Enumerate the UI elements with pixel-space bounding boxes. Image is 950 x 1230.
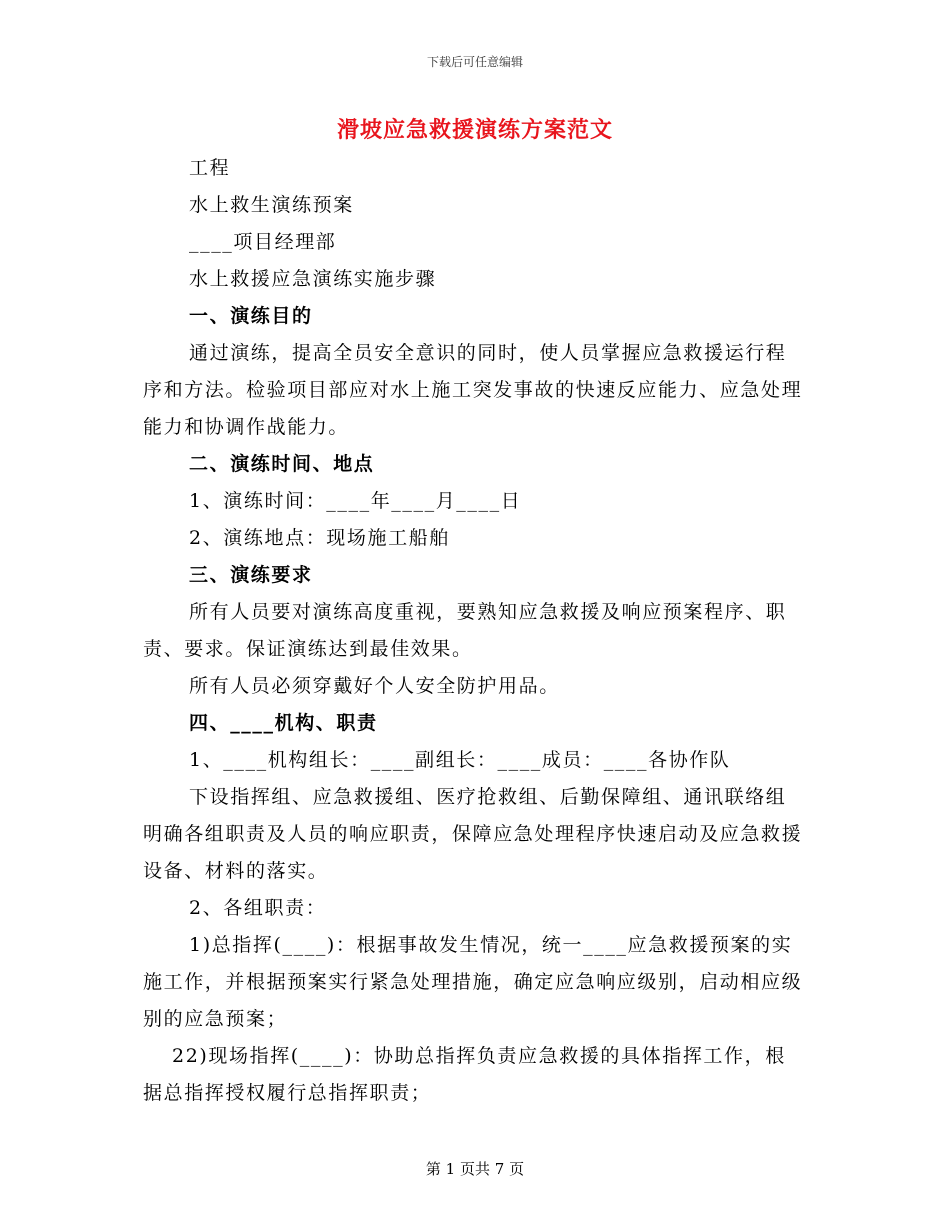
body-paragraph: 2、各组职责： <box>189 897 327 919</box>
body-paragraph: 1、____机构组长：____副组长：____成员：____各协作队 <box>189 749 731 771</box>
page-number: 第 1 页共 7 页 <box>425 1160 525 1178</box>
document-title: 滑坡应急救援演练方案范文 <box>336 117 613 143</box>
section-heading: 四、____机构、职责 <box>189 712 378 734</box>
body-paragraph: 1)总指挥(____)：根据事故发生情况，统一____应急救援预案的实施工作，并根据预案实行紧急处理措施，确定应急响应级别，启动相应级别的应急预案； <box>143 934 803 1030</box>
body-paragraph: 下设指挥组、应急救援组、医疗抢救组、后勤保障组、通讯联络组明确各组职责及人员的响应职责，保障应急处理程序快速启动及应急救援设备、材料的落实。 <box>143 786 803 882</box>
body-paragraph: 通过演练，提高全员安全意识的同时，使人员掌握应急救援运行程序和方法。检验项目部应对水上施工突发事故的快速反应能力、应急处理能力和协调作战能力。 <box>143 342 803 438</box>
page-header-note: 下载后可任意编辑 <box>426 55 523 69</box>
body-paragraph: 水上救援应急演练实施步骤 <box>189 268 437 290</box>
body-paragraph: 工程 <box>189 157 231 179</box>
body-paragraph: 22)现场指挥(____)：协助总指挥负责应急救援的具体指挥工作，根据总指挥授权履行总指挥职责； <box>143 1045 786 1104</box>
body-paragraph: 1、演练时间：____年____月____日 <box>189 490 522 512</box>
body-paragraph: 所有人员要对演练高度重视，要熟知应急救援及响应预案程序、职责、要求。保证演练达到最佳效果。 <box>143 601 787 660</box>
document-body <box>143 150 803 1112</box>
body-paragraph: ____项目经理部 <box>189 231 337 253</box>
section-heading: 三、演练要求 <box>189 564 313 586</box>
section-heading: 二、演练时间、地点 <box>189 453 375 475</box>
body-paragraph: 水上救生演练预案 <box>189 194 354 216</box>
body-paragraph: 2、演练地点：现场施工船舶 <box>189 527 450 549</box>
body-paragraph: 所有人员必须穿戴好个人安全防护用品。 <box>189 675 560 697</box>
section-heading: 一、演练目的 <box>189 305 313 327</box>
